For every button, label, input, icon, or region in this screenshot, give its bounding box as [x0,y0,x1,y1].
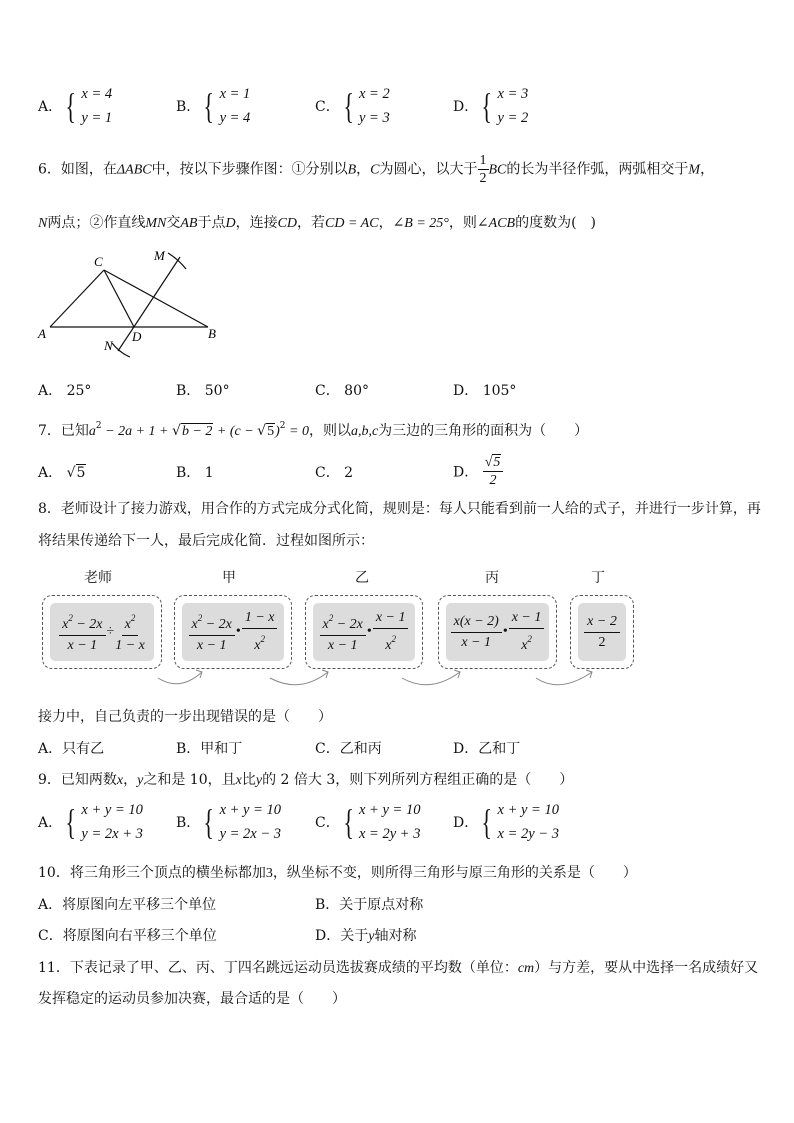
relay-label-yi: 乙 [355,570,369,586]
q6-stem-line2: N两点；②作直线MN交AB于点D，连接CD，若CD = AC，∠B = 25°，则∠ACB的度数为( ) [38,215,597,231]
q10-stem: 10．将三角形三个顶点的横坐标都加3，纵坐标不变，则所得三角形与原三角形的关系是（ ） [38,865,637,881]
arrow-3 [402,672,460,685]
point-n-label: N [104,338,113,353]
half-fraction: $\frac{1}{2}$ [479,153,487,186]
arrow-1 [158,672,202,684]
point-m-label: M [154,248,165,263]
relay-box-teacher: $\frac{x^2 - 2x}{x - 1}$ ÷ $\frac{x^2}{1 - x}$ [42,595,162,669]
relay-label-ding: 丁 [591,570,605,586]
q6-triangle-figure [30,245,230,360]
relay-box-bing: $\frac{x(x - 2)}{x - 1}$ • $\frac{x - 1}{x^2}$ [438,595,557,669]
arrow-4 [536,672,592,685]
arc-n [112,343,130,357]
point-a-label: A [38,326,46,341]
q5-option-c[interactable]: C． { x = 2 y = 3 [315,86,390,126]
q5-option-a[interactable]: A． { x = 4 y = 1 [38,86,113,126]
line-mn [118,257,180,351]
q5-option-d[interactable]: D． { x = 3 y = 2 [453,86,529,126]
q7-option-c[interactable]: C． 2 [315,465,354,481]
q9-option-c[interactable]: C． { x + y = 10 x = 2y + 3 [315,802,421,842]
q7-option-d[interactable]: D． $\frac{√5}{2}$ [453,454,503,489]
q11-stem-line2: 发挥稳定的运动员参加决赛，最合适的是（ ） [38,991,346,1007]
q9-stem: 9．已知两数x，y之和是 10，且x比y的 2 倍大 3，则下列所列方程组正确的是（ ） [38,772,574,788]
q6-option-c[interactable]: C． 80° [315,383,369,399]
q6-stem-line1: 6．如图，在ΔABC中，按以下步骤作图：①分别以B，C为圆心，以大于 $\frac{1}{2}$ BC的长为半径作弧，两弧相交于M， [38,153,715,186]
q10-option-d[interactable]: D．关于y轴对称 [315,928,417,944]
segment-ac [50,270,104,327]
point-c-label: C [94,254,103,269]
relay-box-jia: $\frac{x^2 - 2x}{x - 1}$ • $\frac{1 - x}{x^2}$ [174,595,292,669]
relay-box-ding: $\frac{x - 2}{2}$ [570,595,634,669]
q6-option-a[interactable]: A． 25° [38,383,92,399]
point-d-label: D [132,329,142,344]
q8-stem-line2: 将结果传递给下一人，最后完成化简．过程如图所示： [38,533,374,549]
q10-option-b[interactable]: B．关于原点对称 [315,897,424,913]
q9-option-b[interactable]: B． { x + y = 10 y = 2x − 3 [176,802,282,842]
q7-stem: 7．已知$a^2 - 2a + 1 + √b - 2 + (c - √5)^2 = 0$，则以a,b,c为三边的三角形的面积为（ ） [38,421,589,439]
q6-option-b[interactable]: B． 50° [176,383,230,399]
q5-option-b[interactable]: B． { x = 1 y = 4 [176,86,251,126]
q8-option-b[interactable]: B．甲和丁 [176,741,243,757]
point-b-label: B [208,326,216,341]
arrow-2 [270,672,328,685]
relay-label-bing: 丙 [485,570,499,586]
q8-option-d[interactable]: D．乙和丁 [453,741,521,757]
relay-box-yi: $\frac{x^2 - 2x}{x - 1}$ • $\frac{x - 1}{x^2}$ [305,595,423,669]
q9-option-a[interactable]: A． { x + y = 10 y = 2x + 3 [38,802,143,842]
q10-option-a[interactable]: A．将原图向左平移三个单位 [38,897,217,913]
relay-arrows [140,664,620,694]
q8-question: 接力中，自己负责的一步出现错误的是（ ） [38,709,332,725]
q8-option-a[interactable]: A．只有乙 [38,741,105,757]
q8-option-c[interactable]: C．乙和丙 [315,741,382,757]
q10-option-c[interactable]: C．将原图向右平移三个单位 [38,928,217,944]
relay-label-teacher: 老师 [84,570,112,586]
q7-option-b[interactable]: B． 1 [176,465,214,481]
q11-stem-line1: 11．下表记录了甲、乙、丙、丁四名跳远运动员选拔赛成绩的平均数（单位：cm）与方差，要从中选择一名成绩好又 [38,960,759,976]
relay-label-jia: 甲 [222,570,236,586]
q6-option-d[interactable]: D． 105° [453,383,517,399]
q8-stem-line1: 8．老师设计了接力游戏，用合作的方式完成分式化简，规则是：每人只能看到前一人给的式子，并进行一步计算，再 [38,501,761,517]
q7-option-a[interactable]: A． √5 [38,465,86,481]
q9-option-d[interactable]: D． { x + y = 10 x = 2y − 3 [453,802,559,842]
